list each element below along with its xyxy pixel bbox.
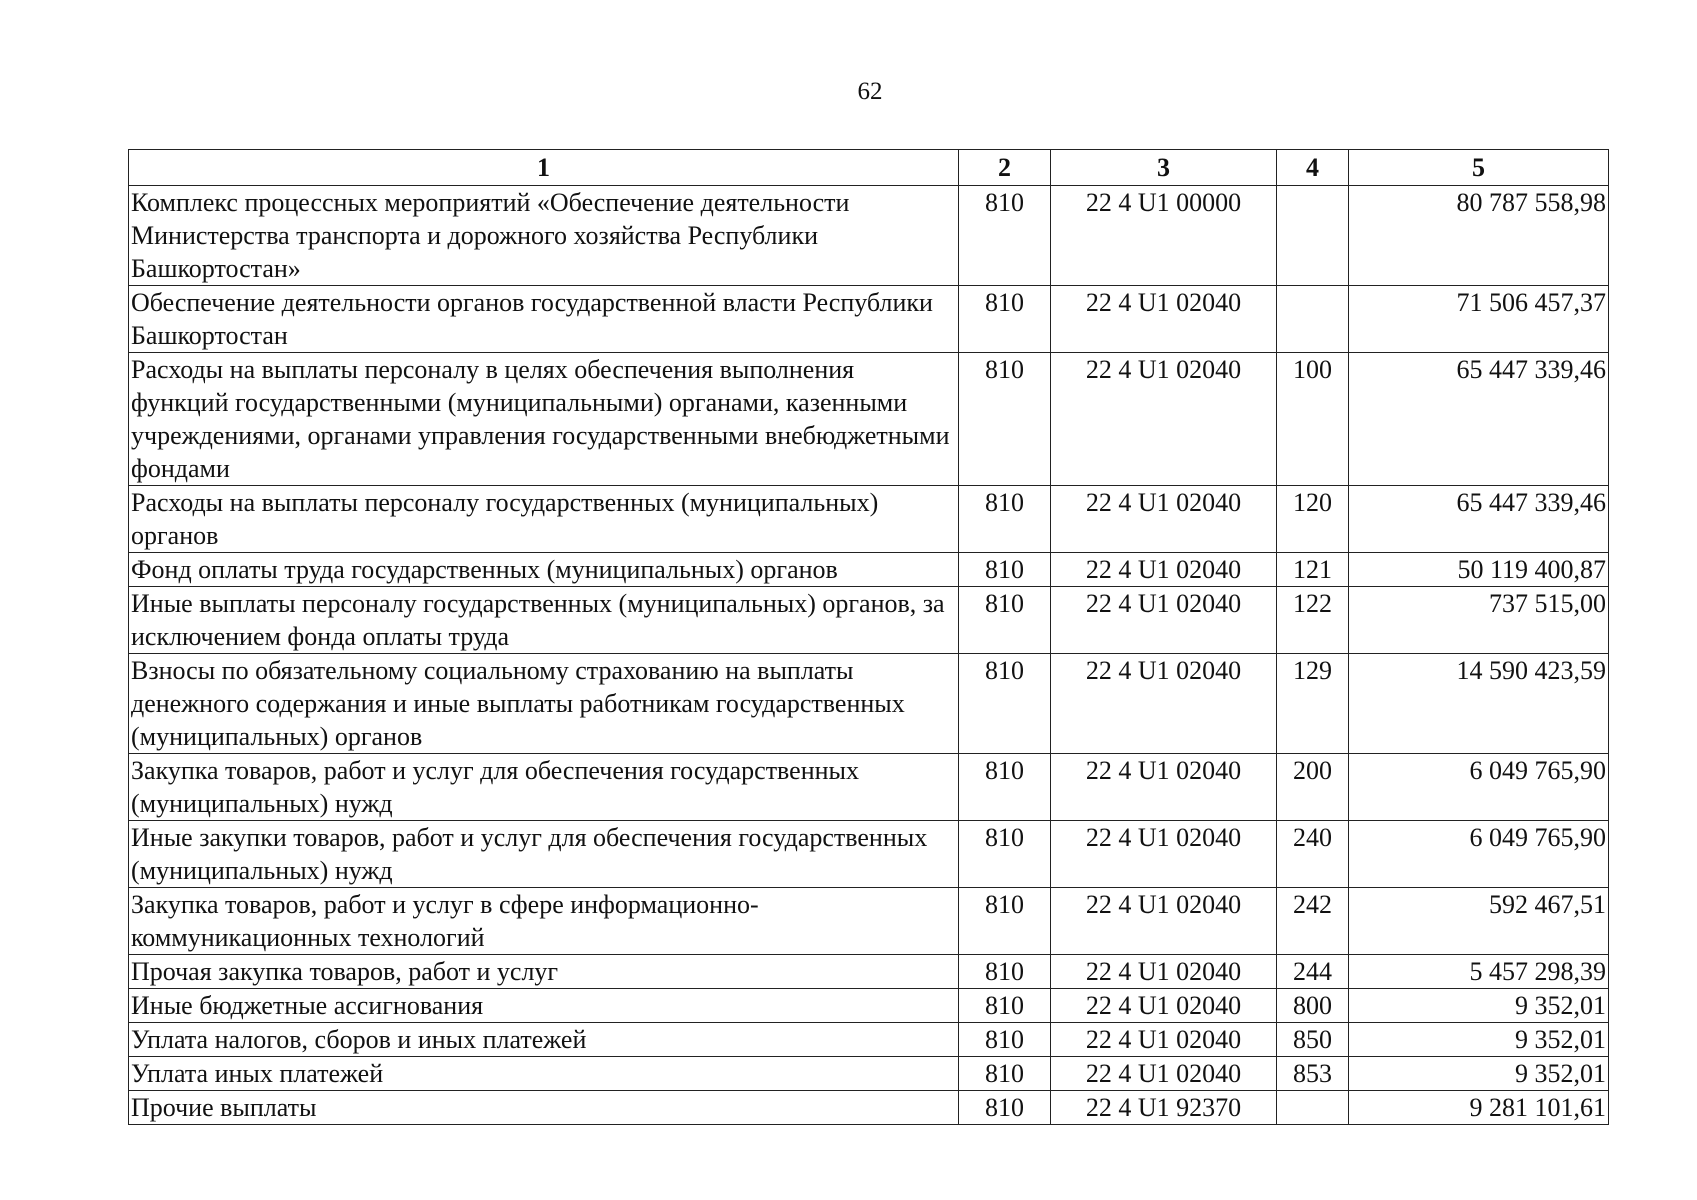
cell-type [1277,1091,1349,1125]
cell-amount: 9 352,01 [1349,1057,1609,1091]
table-row [129,654,1609,754]
table-row [129,821,1609,888]
cell-article: 22 4 U1 02040 [1051,654,1277,754]
cell-article: 22 4 U1 02040 [1051,587,1277,654]
cell-code: 810 [959,989,1051,1023]
column-header: 3 [1051,150,1277,186]
cell-name: Уплата иных платежей [129,1057,959,1091]
table-row [129,1023,1609,1057]
cell-type: 853 [1277,1057,1349,1091]
cell-name: Закупка товаров, работ и услуг для обеспечения государственных (муниципальных) нужд [129,754,959,821]
table-row [129,888,1609,955]
cell-amount: 592 467,51 [1349,888,1609,955]
column-header: 1 [129,150,959,186]
cell-amount: 65 447 339,46 [1349,486,1609,553]
cell-name: Прочая закупка товаров, работ и услуг [129,955,959,989]
budget-table [128,149,1609,1125]
cell-name: Иные выплаты персоналу государственных (муниципальных) органов, за исключением фонда оплаты труда [129,587,959,654]
header-row [129,150,1609,186]
cell-name: Иные закупки товаров, работ и услуг для обеспечения государственных (муниципальных) нужд [129,821,959,888]
cell-article: 22 4 U1 02040 [1051,486,1277,553]
cell-article: 22 4 U1 02040 [1051,1057,1277,1091]
cell-code: 810 [959,587,1051,654]
page-number: 62 [857,78,883,105]
cell-type: 240 [1277,821,1349,888]
cell-type: 850 [1277,1023,1349,1057]
cell-code: 810 [959,486,1051,553]
cell-type: 242 [1277,888,1349,955]
cell-amount: 6 049 765,90 [1349,754,1609,821]
table-body [129,186,1609,1125]
cell-amount: 80 787 558,98 [1349,186,1609,286]
cell-amount: 50 119 400,87 [1349,553,1609,587]
cell-amount: 5 457 298,39 [1349,955,1609,989]
cell-name: Уплата налогов, сборов и иных платежей [129,1023,959,1057]
cell-type: 122 [1277,587,1349,654]
cell-name: Обеспечение деятельности органов государственной власти Республики Башкортостан [129,286,959,353]
table-row [129,754,1609,821]
column-header: 2 [959,150,1051,186]
cell-article: 22 4 U1 92370 [1051,1091,1277,1125]
cell-name: Фонд оплаты труда государственных (муниципальных) органов [129,553,959,587]
table-row [129,353,1609,486]
cell-amount: 9 281 101,61 [1349,1091,1609,1125]
table-row [129,286,1609,353]
cell-name: Расходы на выплаты персоналу в целях обеспечения выполнения функций государственными (муниципальными) органами, казенными учреждениями, органами управления государственными внебюджетными фондами [129,353,959,486]
cell-article: 22 4 U1 02040 [1051,821,1277,888]
cell-code: 810 [959,286,1051,353]
cell-type: 120 [1277,486,1349,553]
cell-name: Комплекс процессных мероприятий «Обеспечение деятельности Министерства транспорта и дорожного хозяйства Республики Башкортостан» [129,186,959,286]
cell-type: 100 [1277,353,1349,486]
cell-amount: 71 506 457,37 [1349,286,1609,353]
cell-amount: 9 352,01 [1349,1023,1609,1057]
cell-code: 810 [959,654,1051,754]
cell-code: 810 [959,821,1051,888]
cell-code: 810 [959,1091,1051,1125]
cell-type: 200 [1277,754,1349,821]
cell-article: 22 4 U1 02040 [1051,989,1277,1023]
cell-type [1277,286,1349,353]
cell-code: 810 [959,955,1051,989]
cell-code: 810 [959,1023,1051,1057]
cell-article: 22 4 U1 02040 [1051,286,1277,353]
cell-code: 810 [959,186,1051,286]
column-header: 4 [1277,150,1349,186]
cell-name: Иные бюджетные ассигнования [129,989,959,1023]
cell-article: 22 4 U1 02040 [1051,553,1277,587]
cell-article: 22 4 U1 00000 [1051,186,1277,286]
cell-name: Расходы на выплаты персоналу государственных (муниципальных) органов [129,486,959,553]
table-row [129,186,1609,286]
cell-article: 22 4 U1 02040 [1051,754,1277,821]
cell-amount: 9 352,01 [1349,989,1609,1023]
table-row [129,486,1609,553]
cell-article: 22 4 U1 02040 [1051,1023,1277,1057]
cell-type: 129 [1277,654,1349,754]
table-row [129,553,1609,587]
table-row [129,989,1609,1023]
table-row [129,1091,1609,1125]
cell-name: Прочие выплаты [129,1091,959,1125]
cell-code: 810 [959,553,1051,587]
table-row [129,1057,1609,1091]
cell-article: 22 4 U1 02040 [1051,955,1277,989]
cell-article: 22 4 U1 02040 [1051,353,1277,486]
cell-name: Взносы по обязательному социальному страхованию на выплаты денежного содержания и иные выплаты работникам государственных (муниципальных) органов [129,654,959,754]
cell-code: 810 [959,1057,1051,1091]
cell-type: 121 [1277,553,1349,587]
table-row [129,955,1609,989]
cell-amount: 65 447 339,46 [1349,353,1609,486]
cell-code: 810 [959,888,1051,955]
cell-code: 810 [959,754,1051,821]
cell-article: 22 4 U1 02040 [1051,888,1277,955]
cell-type: 800 [1277,989,1349,1023]
cell-type [1277,186,1349,286]
cell-amount: 14 590 423,59 [1349,654,1609,754]
cell-amount: 6 049 765,90 [1349,821,1609,888]
column-header: 5 [1349,150,1609,186]
table-row [129,587,1609,654]
cell-amount: 737 515,00 [1349,587,1609,654]
cell-type: 244 [1277,955,1349,989]
cell-code: 810 [959,353,1051,486]
cell-name: Закупка товаров, работ и услуг в сфере информационно-коммуникационных технологий [129,888,959,955]
